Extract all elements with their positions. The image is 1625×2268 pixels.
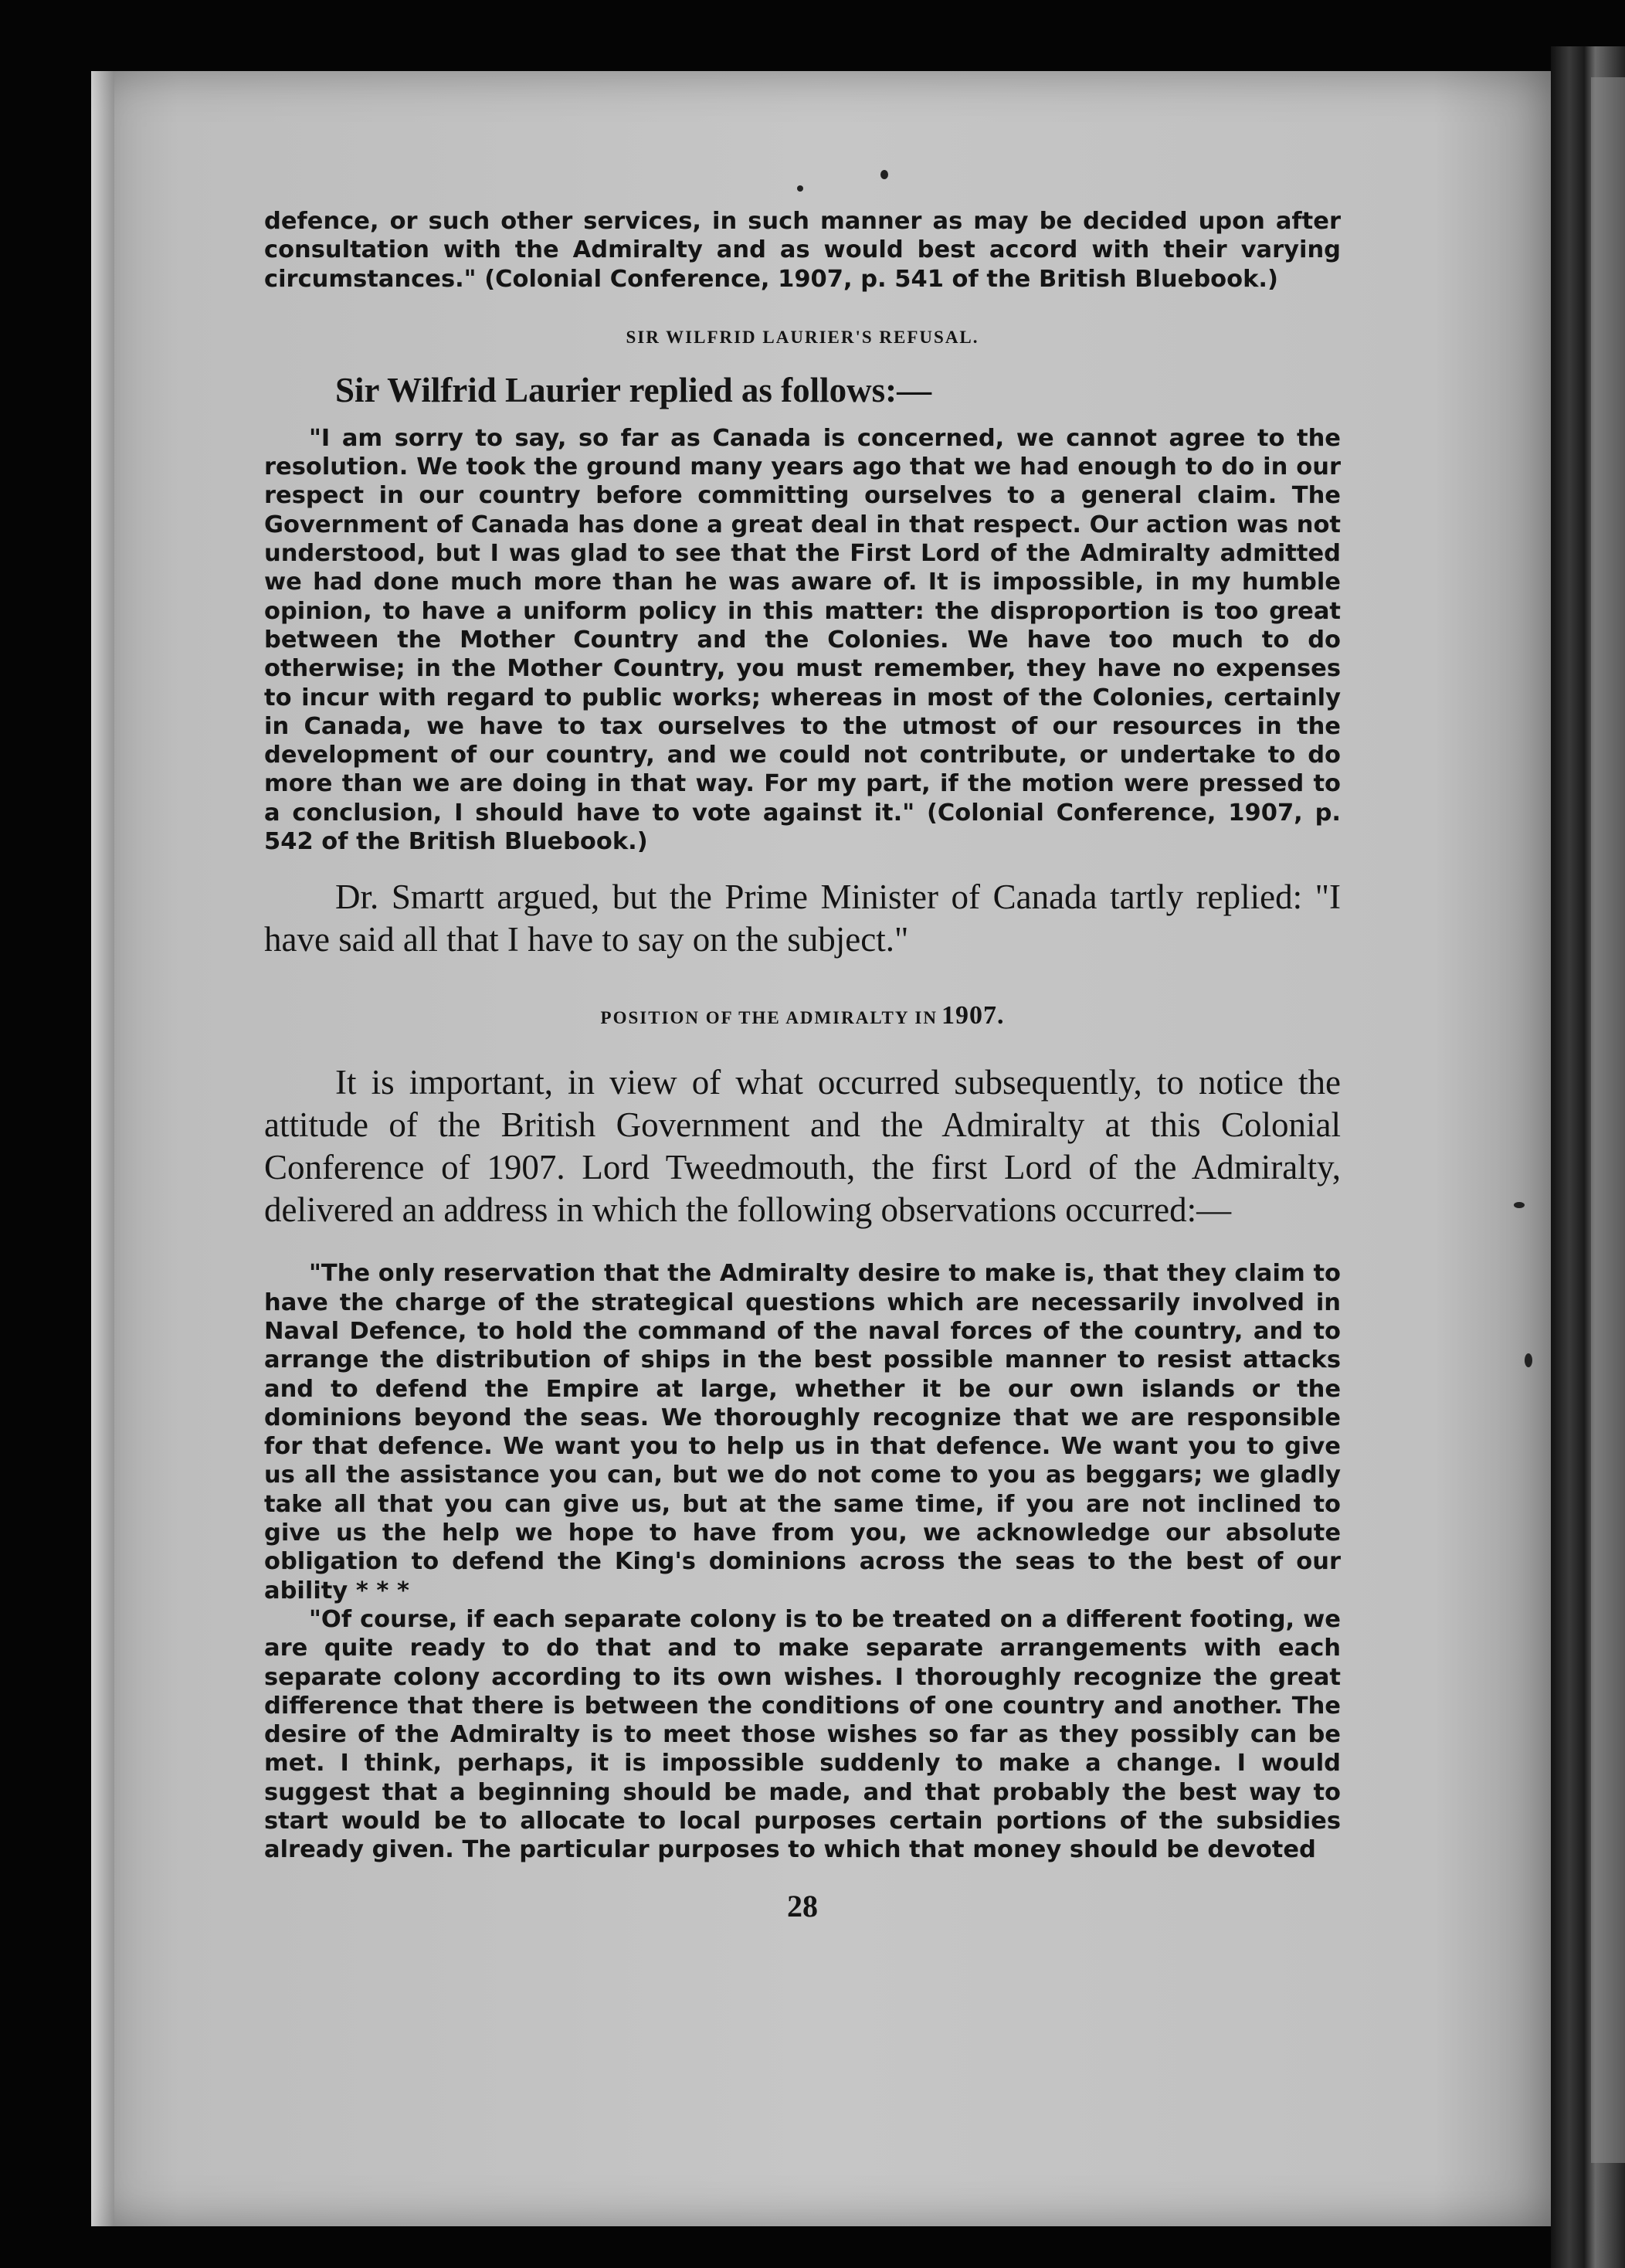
section-heading-admiralty-position	[264, 1001, 1341, 1030]
page-number: 28	[787, 1888, 818, 1923]
facing-page-edge	[1591, 77, 1625, 2163]
section-heading-text: POSITION OF THE ADMIRALTY IN	[600, 1008, 938, 1028]
continued-quote-paragraph: defence, or such other services, in such manner as may be decided upon after consultation with the Admiralty and as would best accord with their varying circumstances." (Colonial Conference, 1907, p. 541 of the British Bluebook.)	[264, 208, 1341, 293]
scan-speck	[1525, 1353, 1532, 1367]
page-edge	[91, 71, 114, 2226]
body-paragraph: It is important, in view of what occurred subsequently, to notice the attitude of the British Government and the Admiralty at this Colonial Conference of 1907. Lord Tweedmouth, the first Lord of the Admiralty, delivered an address in which the following observations occurred:—	[264, 1063, 1341, 1230]
page-text	[264, 207, 1341, 1924]
section-heading-text: SIR WILFRID LAURIER'S REFUSAL.	[626, 327, 979, 347]
laurier-quote: "I am sorry to say, so far as Canada is concerned, we cannot agree to the resolution. We took the ground many years ago that we had enough to do in our respect in our country before committing ourselves to a general claim. The Government of Canada has done a great deal in that respect. Our action was not understood, but I was glad to see that the First Lord of the Admiralty admitted we had done much more than he was aware of. It is impossible, in my humble opinion, to have a uniform policy in this matter: the disproportion is too great between the Mother Country and the Colonies. We have too much to do otherwise; in the Mother Country, you must remember, they have no expenses to incur with regard to public works; whereas in most of the Colonies, certainly in Canada, we have to tax ourselves to the utmost of our resources in the development of our country, and we could not contribute, or undertake to do more than we are doing in that way. For my part, if the motion were pressed to a conclusion, I should have to vote against it." (Colonial Conference, 1907, p. 542 of the British Bluebook.)	[264, 424, 1341, 856]
scan-speck	[797, 185, 803, 192]
section-heading-laurier-refusal	[264, 328, 1341, 348]
scan-speck	[880, 170, 888, 179]
scan-speck	[1514, 1202, 1525, 1208]
intro-paragraph: Sir Wilfrid Laurier replied as follows:—	[335, 370, 932, 409]
smartt-paragraph: Dr. Smartt argued, but the Prime Minister of Canada tartly replied: "I have said all that I have to say on the subject."	[264, 878, 1341, 959]
section-heading-year: 1907.	[941, 1001, 1005, 1030]
tweedmouth-quote: "The only reservation that the Admiralty desire to make is, that they claim to have the charge of the strategical questions which are necessarily involved in Naval Defence, to hold the command of the naval forces of the country, and to arrange the distribution of ships in the best possible manner to resist attacks and to defend the Empire at large, whether it be our own islands or the dominions beyond the seas. We thoroughly recognize that we are responsible for that defence. We want you to help us in that defence. We want you to give us all the assistance you can, but we do not come to you as beggars; we gladly take all that you can give us, but at the same time, if you are not inclined to give us the help we hope to have from you, we acknowledge our absolute obligation to defend the King's dominions across the seas to the best of our ability * * *	[264, 1260, 1341, 1604]
tweedmouth-quote-continued: "Of course, if each separate colony is to be treated on a different footing, we are quite ready to do that and to make separate arrangements with each separate colony according to its own wishes. I thoroughly recognize the great difference that there is between the conditions of one country and another. The desire of the Admiralty is to meet those wishes so far as they possibly can be met. I think, perhaps, it is impossible suddenly to make a change. I would suggest that a beginning should be made, and that probably the best way to start would be to allocate to local purposes certain portions of the subsidies already given. The particular purposes to which that money should be devoted	[264, 1605, 1341, 1864]
